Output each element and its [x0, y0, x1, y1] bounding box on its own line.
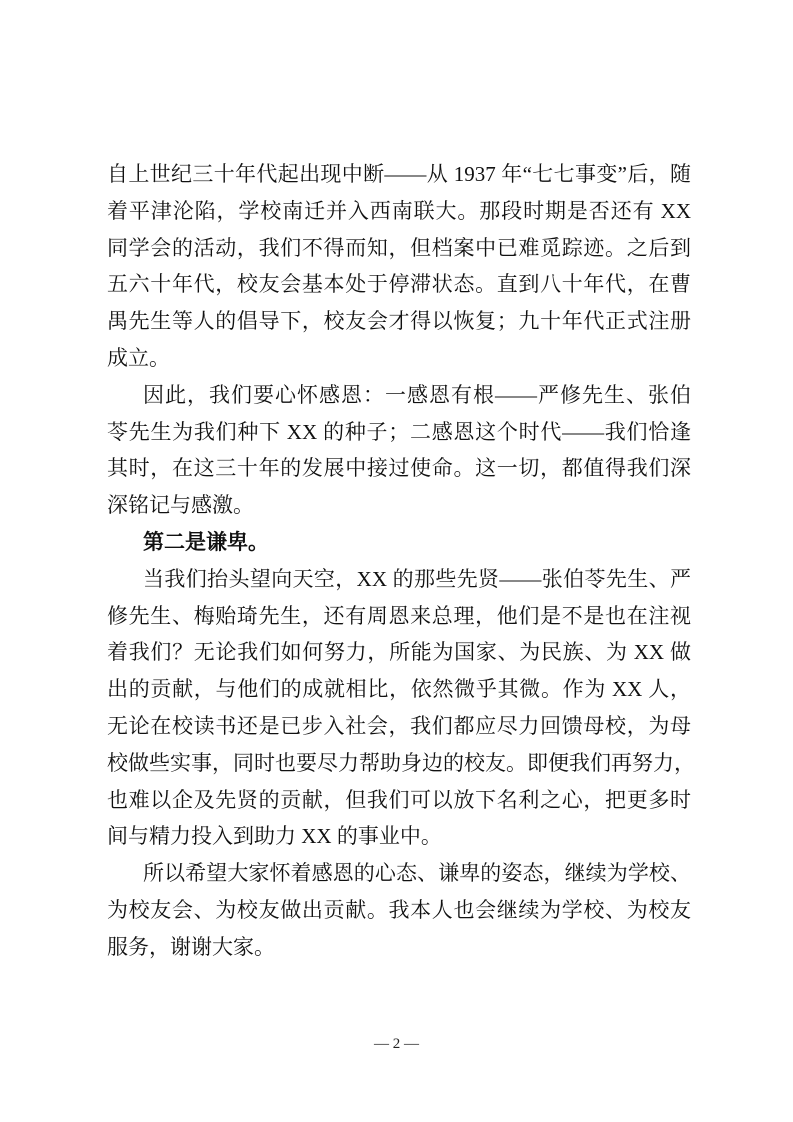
text-line: 苓先生为我们种下 XX 的种子；二感恩这个时代——我们恰逢 [107, 419, 691, 444]
text-line: 为校友会、为校友做出贡献。我本人也会继续为学校、为校友 [107, 897, 691, 922]
text-line: 修先生、梅贻琦先生，还有周恩来总理，他们是不是也在注视 [107, 603, 691, 628]
text-line: 自上世纪三十年代起出现中断——从 1937 年“七七事变”后，随 [107, 162, 691, 186]
text-line: 间与精力投入到助力 XX 的事业中。 [107, 824, 442, 849]
text-line: 因此，我们要心怀感恩：一感恩有根——严修先生、张伯 [143, 382, 691, 407]
text-line: 禺先生等人的倡导下，校友会才得以恢复；九十年代正式注册 [107, 309, 691, 334]
heading-line: 第二是谦卑。 [143, 529, 269, 554]
text-line: 成立。 [107, 345, 170, 370]
page-number: — 2 — [374, 1036, 419, 1052]
paragraph-closing [107, 855, 691, 965]
text-line: 五六十年代，校友会基本处于停滞状态。直到八十年代，在曹 [107, 272, 691, 297]
text-line: 着我们？无论我们如何努力，所能为国家、为民族、为 XX 做 [107, 640, 691, 665]
paragraph-history [107, 156, 691, 377]
text-line: 无论在校读书还是已步入社会，我们都应尽力回馈母校，为母 [107, 713, 691, 738]
text-line: 深铭记与感激。 [107, 493, 254, 518]
text-line: 同学会的活动，我们不得而知，但档案中已难觅踪迹。之后到 [107, 235, 691, 260]
paragraph-gratitude [107, 377, 691, 524]
paragraph-humility [107, 561, 695, 855]
document-body [107, 156, 695, 966]
section-heading-humility [107, 524, 691, 561]
text-line: 出的贡献，与他们的成就相比，依然微乎其微。作为 XX 人， [107, 677, 691, 702]
text-line: 其时，在这三十年的发展中接过使命。这一切，都值得我们深 [107, 456, 691, 481]
text-line: 也难以企及先贤的贡献，但我们可以放下名利之心，把更多时 [107, 787, 691, 812]
text-line: 当我们抬头望向天空，XX 的那些先贤——张伯苓先生、严 [143, 566, 691, 591]
text-line: 服务，谢谢大家。 [107, 934, 275, 959]
text-line: 着平津沦陷，学校南迁并入西南联大。那段时期是否还有 XX [107, 198, 691, 223]
text-line: 校做些实事，同时也要尽力帮助身边的校友。即便我们再努力， [107, 750, 695, 775]
text-line: 所以希望大家怀着感恩的心态、谦卑的姿态，继续为学校、 [143, 861, 691, 886]
